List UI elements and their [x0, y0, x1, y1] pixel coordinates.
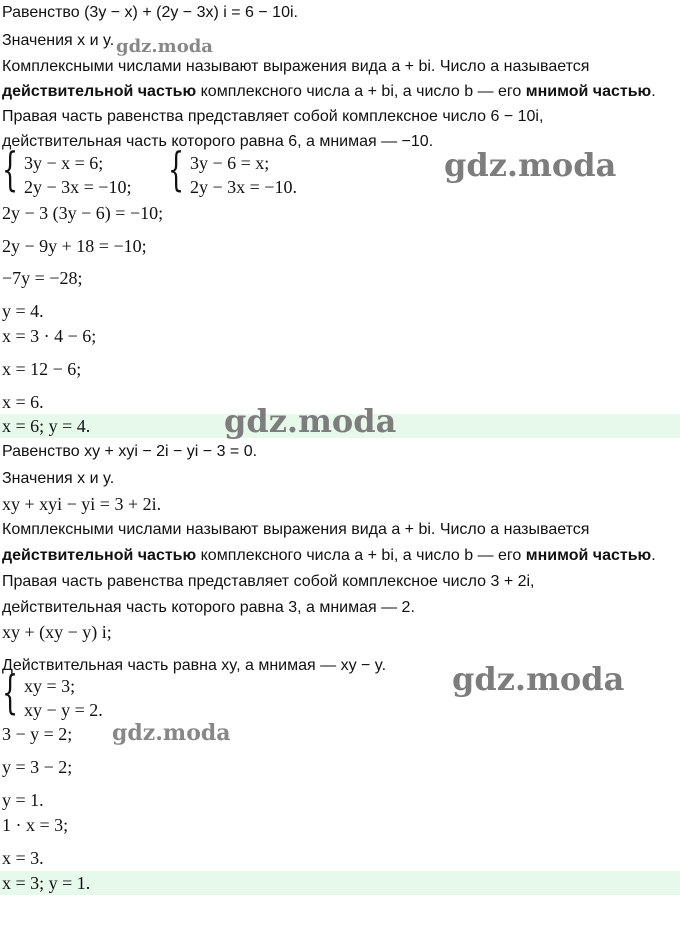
p1-step: x = 6.: [2, 392, 44, 412]
p1-step: y = 4.: [2, 301, 44, 321]
p1-right-side-line: Правая часть равенства представляет собой комплексное число 6 − 10i,: [2, 108, 544, 125]
watermark-logo: gdz.moda: [224, 402, 397, 440]
watermark-logo: gdz.moda: [452, 660, 625, 698]
text-fragment: .: [651, 83, 656, 100]
p2-answer: x = 3; y = 1.: [2, 873, 91, 893]
p2-step: x = 3.: [2, 848, 44, 868]
p2-equation-line: Равенство xy + xyi − 2i − yi − 3 = 0.: [2, 443, 258, 460]
p2-parts-line: действительная часть которого равна 3, а мнимая — 2.: [2, 599, 415, 616]
system-row: 3y − 6 = x;: [190, 153, 270, 173]
system-row: xy = 3;: [24, 676, 76, 696]
p2-system: [2, 665, 182, 723]
p2-step: 1 · x = 3;: [2, 815, 69, 835]
p1-step: x = 3 · 4 − 6;: [2, 326, 97, 346]
p2-step: y = 3 − 2;: [2, 757, 73, 777]
p1-equation-line: Равенство (3y − x) + (2y − 3x) i = 6 − 10i.: [2, 4, 298, 21]
p1-step: 2y − 9y + 18 = −10;: [2, 236, 147, 256]
p2-grouped-line: xy + (xy − y) i;: [2, 622, 112, 642]
brace-icon: {: [168, 142, 185, 196]
real-part-term: действительной частью: [2, 547, 197, 564]
p2-right-side-line: Правая часть равенства представляет собой комплексное число 3 + 2i,: [2, 573, 535, 590]
p1-definition-line: Комплексными числами называют выражения вида a + bi. Число a называется: [2, 58, 590, 75]
answer-highlight-2: [0, 871, 680, 895]
p2-real-imag-line: Действительная часть равна xy, а мнимая — xy − y.: [2, 657, 387, 674]
text-fragment: комплексного числа a + bi, а число b — его: [196, 83, 526, 100]
p1-system-a: [2, 142, 162, 200]
p1-find-line: Значения x и y.: [2, 32, 115, 49]
system-row: xy − y = 2.: [24, 700, 103, 720]
watermark-logo: gdz.moda: [116, 36, 213, 57]
p1-answer: x = 6; y = 4.: [2, 416, 91, 436]
system-row: 3y − x = 6;: [24, 153, 104, 173]
imaginary-part-term: мнимой частью: [525, 83, 652, 100]
watermark-logo: gdz.moda: [444, 146, 617, 184]
p2-step: y = 1.: [2, 790, 44, 810]
brace-icon: {: [2, 142, 19, 196]
real-part-term: действительной частью: [2, 83, 197, 100]
text-fragment: комплексного числа a + bi, а число b — его: [196, 547, 526, 564]
p2-definition-line: Комплексными числами называют выражения вида a + bi. Число a называется: [2, 521, 590, 538]
imaginary-part-term: мнимой частью: [525, 547, 652, 564]
p1-system-b: [168, 142, 348, 200]
brace-icon: {: [2, 665, 19, 719]
p2-definition-line-2: [2, 546, 656, 566]
text-fragment: .: [651, 547, 656, 564]
watermark-logo: gdz.moda: [112, 720, 231, 746]
p1-definition-line-2: [2, 82, 656, 102]
p2-step: 3 − y = 2;: [2, 724, 73, 744]
system-row: 2y − 3x = −10.: [190, 177, 297, 197]
p1-parts-line: действительная часть которого равна 6, а мнимая — −10.: [2, 133, 434, 150]
p1-step: 2y − 3 (3y − 6) = −10;: [2, 203, 164, 223]
p2-find-line: Значения x и y.: [2, 470, 115, 487]
p1-step: x = 12 − 6;: [2, 359, 82, 379]
p2-transformed-line: xy + xyi − yi = 3 + 2i.: [2, 494, 162, 514]
p1-step: −7y = −28;: [2, 268, 83, 288]
system-row: 2y − 3x = −10;: [24, 177, 132, 197]
